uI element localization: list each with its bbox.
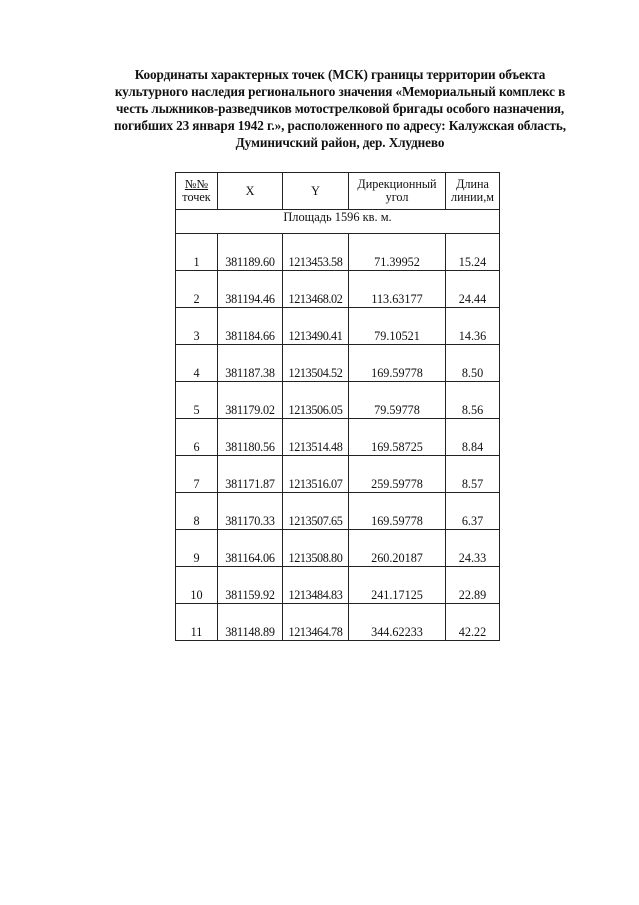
cell-x: 381187.38 <box>218 345 283 382</box>
title-line: Координаты характерных точек (МСК) границы территории объекта <box>134 67 546 82</box>
cell-direction-angle: 113.63177 <box>349 271 446 308</box>
cell-line-length: 22.89 <box>446 567 500 604</box>
area-label: Площадь 1596 кв. м. <box>176 210 500 234</box>
cell-x: 381159.92 <box>218 567 283 604</box>
table-row <box>176 234 500 271</box>
coordinates-table <box>175 172 500 641</box>
cell-y: 1213453.58 <box>283 234 349 271</box>
cell-y: 1213507.65 <box>283 493 349 530</box>
cell-y: 1213484.83 <box>283 567 349 604</box>
cell-line-length: 8.84 <box>446 419 500 456</box>
cell-direction-angle: 71.39952 <box>349 234 446 271</box>
header-point-number-line1: №№ <box>184 177 209 191</box>
cell-point-number: 10 <box>176 567 218 604</box>
cell-line-length: 8.56 <box>446 382 500 419</box>
header-line-length <box>446 173 500 210</box>
cell-x: 381189.60 <box>218 234 283 271</box>
cell-direction-angle: 259.59778 <box>349 456 446 493</box>
cell-y: 1213464.78 <box>283 604 349 641</box>
cell-y: 1213506.05 <box>283 382 349 419</box>
table-row <box>176 345 500 382</box>
title-line: культурного наследия регионального значения «Мемориальный комплекс в <box>114 84 566 99</box>
cell-line-length: 24.33 <box>446 530 500 567</box>
table-row <box>176 567 500 604</box>
cell-point-number: 3 <box>176 308 218 345</box>
table-row <box>176 530 500 567</box>
cell-point-number: 11 <box>176 604 218 641</box>
cell-point-number: 6 <box>176 419 218 456</box>
cell-y: 1213490.41 <box>283 308 349 345</box>
cell-y: 1213504.52 <box>283 345 349 382</box>
cell-point-number: 2 <box>176 271 218 308</box>
cell-point-number: 7 <box>176 456 218 493</box>
cell-line-length: 8.50 <box>446 345 500 382</box>
cell-x: 381179.02 <box>218 382 283 419</box>
cell-line-length: 42.22 <box>446 604 500 641</box>
cell-line-length: 6.37 <box>446 493 500 530</box>
area-row <box>176 210 500 234</box>
cell-x: 381194.46 <box>218 271 283 308</box>
cell-y: 1213508.80 <box>283 530 349 567</box>
title-line: погибших 23 января 1942 г.», расположенного по адресу: Калужская область, <box>114 118 566 133</box>
cell-y: 1213516.07 <box>283 456 349 493</box>
header-line-length-line1: Длина <box>456 177 489 191</box>
header-direction-angle-line2: угол <box>385 190 409 204</box>
cell-direction-angle: 241.17125 <box>349 567 446 604</box>
table-row <box>176 271 500 308</box>
header-line-length-line2: линии,м <box>451 190 494 204</box>
cell-line-length: 14.36 <box>446 308 500 345</box>
cell-x: 381184.66 <box>218 308 283 345</box>
cell-point-number: 4 <box>176 345 218 382</box>
table-row <box>176 419 500 456</box>
cell-x: 381148.89 <box>218 604 283 641</box>
cell-point-number: 8 <box>176 493 218 530</box>
cell-line-length: 24.44 <box>446 271 500 308</box>
cell-point-number: 1 <box>176 234 218 271</box>
cell-y: 1213468.02 <box>283 271 349 308</box>
header-y: Y <box>283 173 349 210</box>
cell-x: 381170.33 <box>218 493 283 530</box>
header-point-number <box>176 173 218 210</box>
cell-x: 381164.06 <box>218 530 283 567</box>
cell-direction-angle: 260.20187 <box>349 530 446 567</box>
cell-x: 381180.56 <box>218 419 283 456</box>
cell-direction-angle: 169.59778 <box>349 345 446 382</box>
header-direction-angle-line1: Дирекционный <box>357 177 437 191</box>
cell-line-length: 15.24 <box>446 234 500 271</box>
cell-direction-angle: 79.10521 <box>349 308 446 345</box>
title-line: честь лыжников-разведчиков мотострелковой бригады особого назначения, <box>115 101 565 116</box>
table-row <box>176 604 500 641</box>
cell-direction-angle: 169.59778 <box>349 493 446 530</box>
table-row <box>176 493 500 530</box>
cell-x: 381171.87 <box>218 456 283 493</box>
cell-direction-angle: 79.59778 <box>349 382 446 419</box>
header-point-number-line2: точек <box>182 190 211 204</box>
header-direction-angle <box>349 173 446 210</box>
table-header-row <box>176 173 500 210</box>
cell-point-number: 5 <box>176 382 218 419</box>
cell-y: 1213514.48 <box>283 419 349 456</box>
title-line: Думиничский район, дер. Хлуднево <box>235 135 445 150</box>
table-row <box>176 382 500 419</box>
cell-direction-angle: 344.62233 <box>349 604 446 641</box>
header-x: X <box>218 173 283 210</box>
document-title <box>70 66 610 151</box>
table-row <box>176 308 500 345</box>
cell-direction-angle: 169.58725 <box>349 419 446 456</box>
cell-line-length: 8.57 <box>446 456 500 493</box>
table-row <box>176 456 500 493</box>
cell-point-number: 9 <box>176 530 218 567</box>
